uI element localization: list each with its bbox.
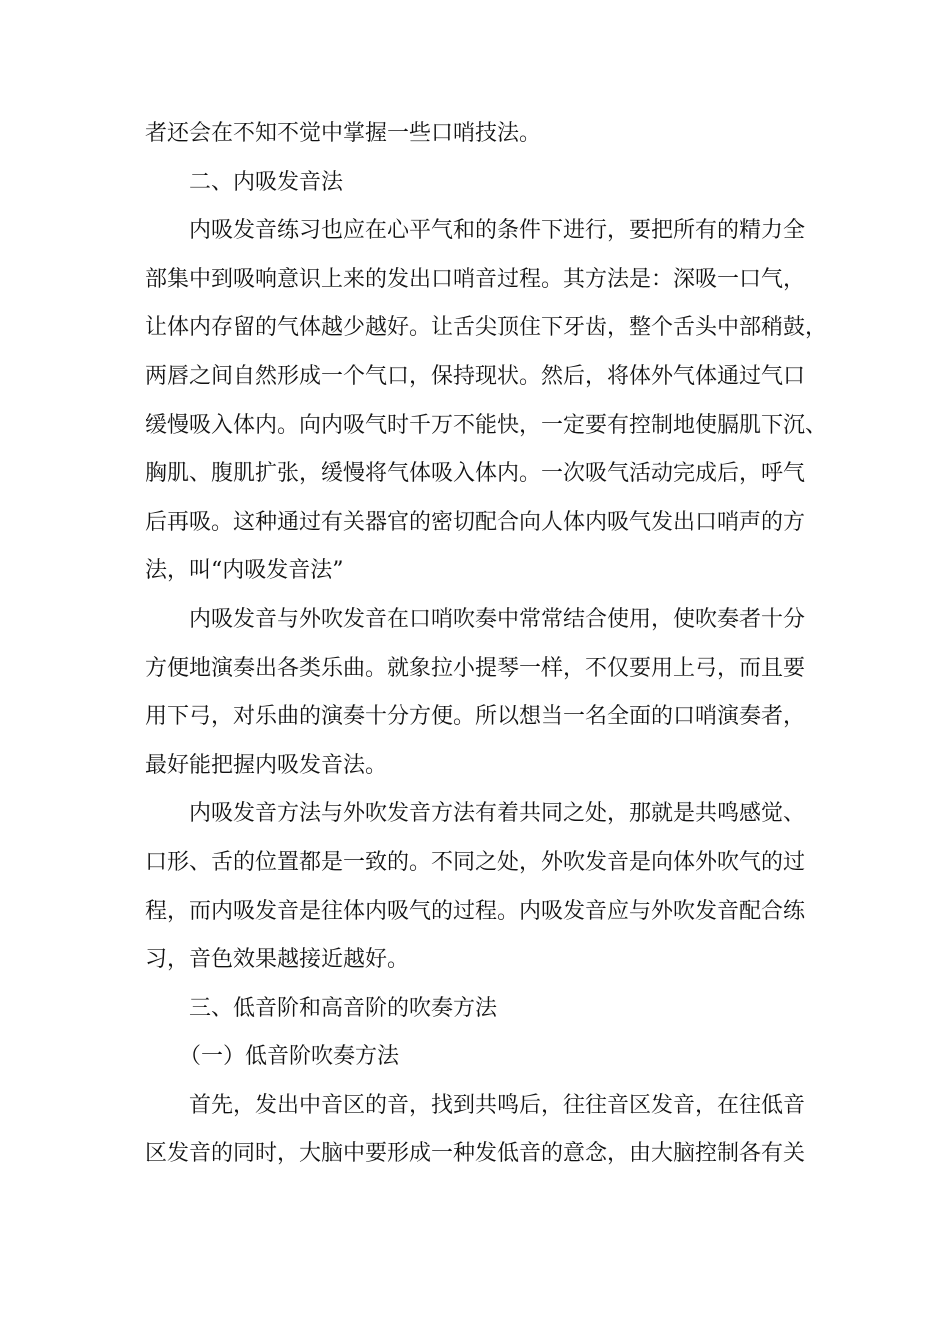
text-line: 口形、舌的位置都是一致的。不同之处，外吹发音是向体外吹气的过 bbox=[145, 849, 806, 875]
text-line: 两唇之间自然形成一个气口，保持现状。然后，将体外气体通过气口 bbox=[145, 363, 806, 389]
text-line: 用下弓，对乐曲的演奏十分方便。所以想当一名全面的口哨演奏者， bbox=[145, 704, 806, 730]
text-line: 者还会在不知不觉中掌握一些口哨技法。 bbox=[145, 121, 542, 146]
text-line: 内吸发音与外吹发音在口哨吹奏中常常结合使用，使吹奏者十分 bbox=[189, 606, 806, 632]
text-line: 区发音的同时，大脑中要形成一种发低音的意念，由大脑控制各有关 bbox=[145, 1141, 806, 1167]
text-line: 最好能把握内吸发音法。 bbox=[145, 752, 388, 778]
text-line: 缓慢吸入体内。向内吸气时千万不能快，一定要有控制地使膈肌下沉、 bbox=[145, 412, 828, 438]
text-line: 胸肌、腹肌扩张，缓慢将气体吸入体内。一次吸气活动完成后，呼气 bbox=[145, 461, 806, 487]
text-line: 部集中到吸响意识上来的发出口哨音过程。其方法是：深吸一口气， bbox=[145, 266, 806, 292]
text-line: 程，而内吸发音是往体内吸气的过程。内吸发音应与外吹发音配合练 bbox=[145, 898, 806, 924]
section-heading-2: 二、内吸发音法 bbox=[189, 169, 344, 195]
document-body bbox=[145, 110, 828, 1179]
text-line: 法，叫“内吸发音法” bbox=[145, 558, 344, 584]
subsection-heading: （一）低音阶吹奏方法 bbox=[179, 1044, 400, 1070]
text-line: 内吸发音方法与外吹发音方法有着共同之处，那就是共鸣感觉、 bbox=[189, 801, 806, 827]
text-line: 后再吸。这种通过有关器官的密切配合向人体内吸气发出口哨声的方 bbox=[145, 509, 806, 535]
section-heading-3: 三、低音阶和高音阶的吹奏方法 bbox=[189, 995, 498, 1021]
text-line: 让体内存留的气体越少越好。让舌尖顶住下牙齿，整个舌头中部稍鼓， bbox=[145, 315, 828, 341]
text-line: 首先，发出中音区的音，找到共鸣后，往往音区发音，在往低音 bbox=[189, 1092, 806, 1118]
text-line: 内吸发音练习也应在心平气和的条件下进行，要把所有的精力全 bbox=[189, 218, 806, 244]
text-line: 习，音色效果越接近越好。 bbox=[145, 947, 410, 973]
text-line: 方便地演奏出各类乐曲。就象拉小提琴一样，不仅要用上弓，而且要 bbox=[145, 655, 806, 681]
